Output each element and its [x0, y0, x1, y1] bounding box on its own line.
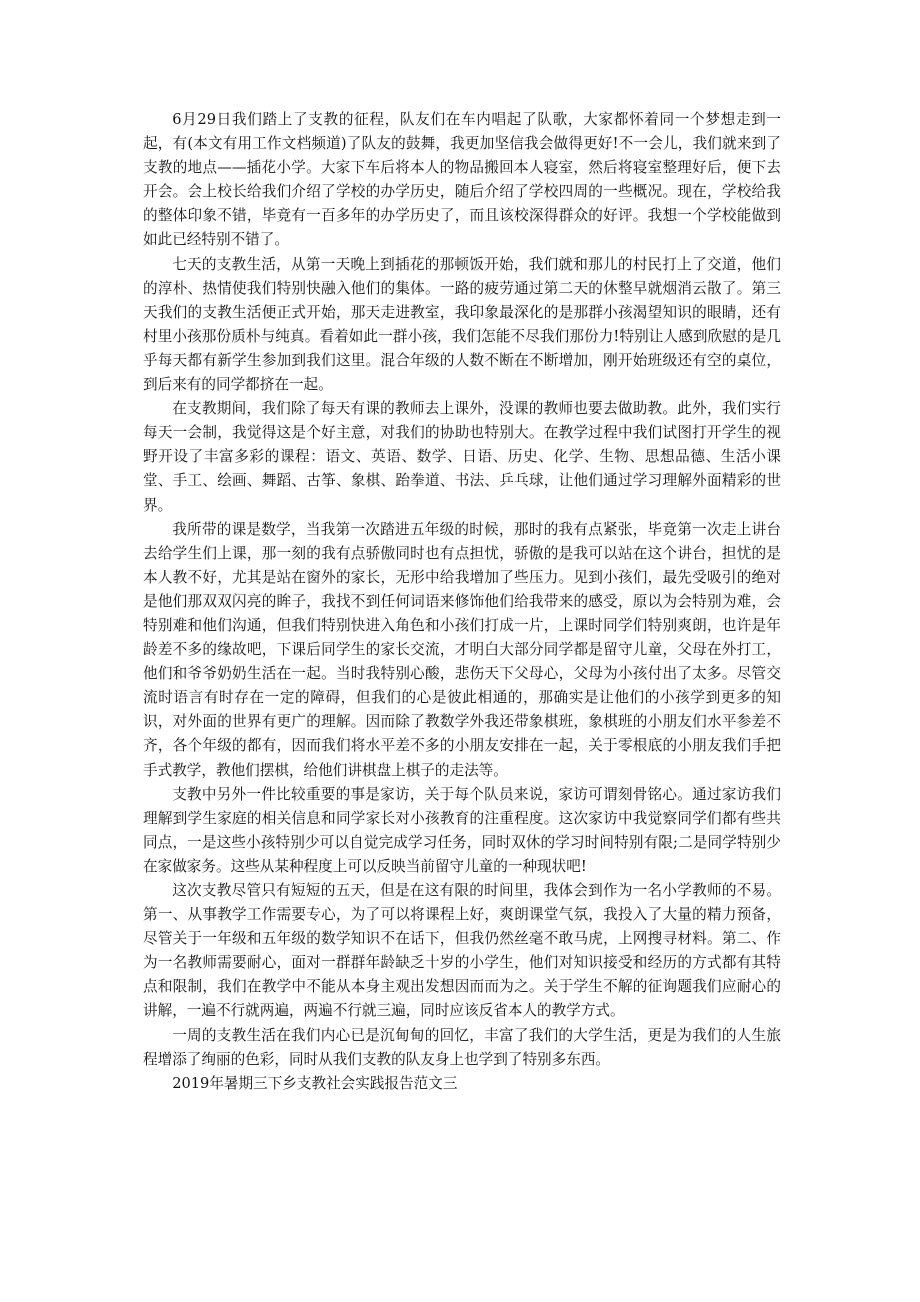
paragraph-1: 6月29日我们踏上了支教的征程，队友们在车内唱起了队歌，大家都怀着同一个梦想走到一起，有(本文有用工作文档频道)了队友的鼓舞，我更加坚信我会做得更好!不一会儿，我们就来到了支教的地点——插花小学。大家下车后将本人的物品搬回本人寝室，然后将寝室整理好后，便下去开会。会上校长给我们介绍了学校的办学历史，随后介绍了学校四周的一些概况。现在，学校给我的整体印象不错，毕竟有一百多年的办学历史了，而且该校深得群众的好评。我想一个学校能做到如此已经特别不错了。: [143, 111, 781, 249]
paragraph-4: 我所带的课是数学，当我第一次踏进五年级的时候，那时的我有点紧张，毕竟第一次走上讲台去给学生们上课，那一刻的我有点骄傲同时也有点担忧，骄傲的是我可以站在这个讲台，担忧的是本人教不好，尤其是站在窗外的家长，无形中给我增加了些压力。见到小孩们，最先受吸引的绝对是他们那双双闪亮的眸子，我找不到任何词语来修饰他们给我带来的感受，原以为会特别为难，会特别难和他们沟通，但我们特别快进入角色和小孩们打成一片，上课时同学们特别爽朗，也许是年龄差不多的缘故吧，下课后同学生的家长交流，才明白大部分同学都是留守儿童，父母在外打工，他们和爷爷奶奶生活在一起。当时我特别心酸，悲伤天下父母心，父母为小孩付出了太多。尽管交流时语言有时存在一定的障碍，但我们的心是彼此相通的，那确实是让他们的小孩学到更多的知识，对外面的世界有更广的理解。因而除了教数学外我还带象棋班，象棋班的小朋友们水平参差不齐，各个年级的都有，因而我们将水平差不多的小朋友安排在一起，关于零根底的小朋友我们手把手式教学，教他们摆棋，给他们讲棋盘上棋子的走法等。: [143, 520, 781, 779]
paragraph-5: 支教中另外一件比较重要的事是家访，关于每个队员来说，家访可谓刻骨铭心。通过家访我们理解到学生家庭的相关信息和同学家长对小孩教育的注重程度。这次家访中我觉察同学们都有些共同点，一是这些小孩特别少可以自觉完成学习任务，同时双休的学习时间特别有限;二是同学特别少在家做家务。这些从某种程度上可以反映当前留守儿童的一种现状吧!: [143, 785, 781, 875]
paragraph-6: 这次支教尽管只有短短的五天，但是在这有限的时间里，我体会到作为一名小学教师的不易。第一、从事教学工作需要专心，为了可以将课程上好，爽朗课堂气氛，我投入了大量的精力预备，尽管关于一年级和五年级的数学知识不在话下，但我仍然丝毫不敢马虎，上网搜寻材料。第二、作为一名教师需要耐心，面对一群群年龄缺乏十岁的小学生，他们对知识接受和经历的方式都有其特点和限制，我们在教学中不能从本身主观出发想因而而为之。关于学生不解的征询题我们应耐心的讲解，一遍不行就两遍，两遍不行就三遍，同时应该反省本人的教学方式。: [143, 882, 781, 1020]
paragraph-7: 一周的支教生活在我们内心已是沉甸甸的回忆，丰富了我们的大学生活，更是为我们的人生旅程增添了绚丽的色彩，同时从我们支教的队友身上也学到了特别多东西。: [143, 1026, 781, 1068]
next-section-title: 2019年暑期三下乡支教社会实践报告范文三: [172, 1074, 458, 1092]
paragraph-2: 七天的支教生活，从第一天晚上到插花的那顿饭开始，我们就和那儿的村民打上了交道，他们的淳朴、热情使我们特别快融入他们的集体。一路的疲劳通过第二天的休整早就烟消云散了。第三天我们的支教生活便正式开始，那天走进教室，我印象最深化的是那群小孩渴望知识的眼睛，还有村里小孩那份质朴与纯真。看着如此一群小孩，我们怎能不尽我们那份力!特别让人感到欣慰的是几乎每天都有新学生参加到我们这里。混合年级的人数不断在不断增加，刚开始班级还有空的桌位，到后来有的同学都挤在一起。: [143, 255, 781, 394]
paragraph-3: 在支教期间，我们除了每天有课的教师去上课外，没课的教师也要去做助教。此外，我们实行每天一会制，我觉得这是个好主意，对我们的协助也特别大。在教学过程中我们试图打开学生的视野开设了丰富多彩的课程：语文、英语、数学、日语、历史、化学、生物、思想品德、生活小课堂、手工、绘画、舞蹈、古筝、象棋、跆拳道、书法、乒乓球，让他们通过学习理解外面精彩的世界。: [143, 400, 781, 514]
document-body: [143, 108, 781, 1096]
